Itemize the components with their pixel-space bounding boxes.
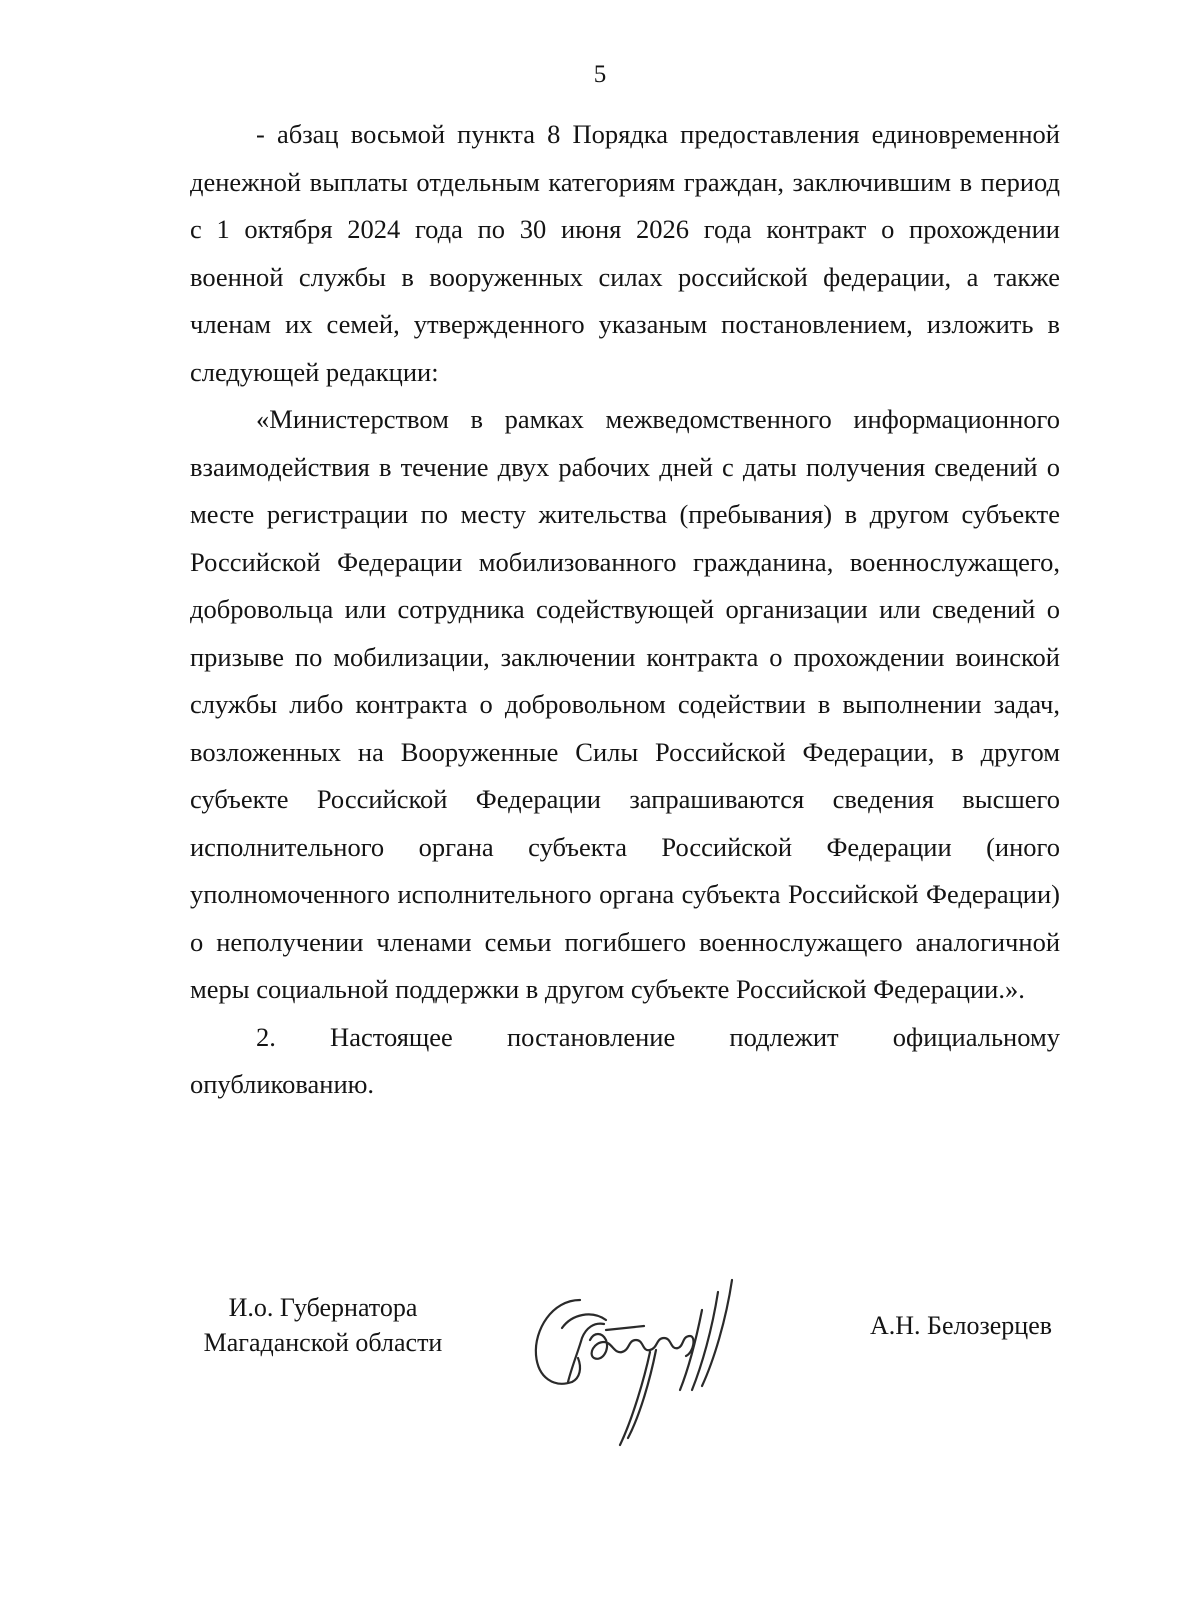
signer-title-line2: Магаданской области [203,1328,443,1357]
handwritten-signature [532,1270,752,1460]
signature-block [0,1290,1200,1470]
paragraph-publication: 2. Настоящее постановление подлежит официальному опубликованию. [190,1021,1060,1099]
signer-title-line1: И.о. Губернатора [228,1293,418,1322]
paragraph-amendment-text: «Министерством в рамках межведомственного информационного взаимодействия в течение двух рабочих дней с даты получения сведений о месте регистрации по месту жительства (пребывания) в другом субъекте Российской Федерации мобилизованного гражданина, военнослужащего, добровольца или сотрудника содействующей организации или сведений о призыве по мобилизации, заключении контракта о прохождении воинской службы либо контракта о добровольном содействии в выполнении задач, возложенных на Вооруженные Силы Российской Федерации, в другом субъекте Российской Федерации запрашиваются сведения высшего исполнительного органа субъекта Российской Федерации (иного уполномоченного исполнительного органа субъекта Российской Федерации) о неполучении членами семьи погибшего военнослужащего аналогичной меры социальной поддержки в другом субъекте Российской Федерации.». [190,404,1060,1004]
document-body [190,111,1060,1109]
paragraph-amendment-intro: - абзац восьмой пункта 8 Порядка предоставления единовременной денежной выплаты отдельным категориям граждан, заключившим в период с 1 октября 2024 года по 30 июня 2026 года контракт о прохождении военной службы в вооруженных силах российской федерации, а также членам их семей, утвержденного указаным постановлением, изложить в следующей редакции: [190,119,1060,387]
signer-name: А.Н. Белозерцев [870,1311,1053,1340]
page-number: 5 [593,61,607,88]
signer-title [188,1290,458,1360]
